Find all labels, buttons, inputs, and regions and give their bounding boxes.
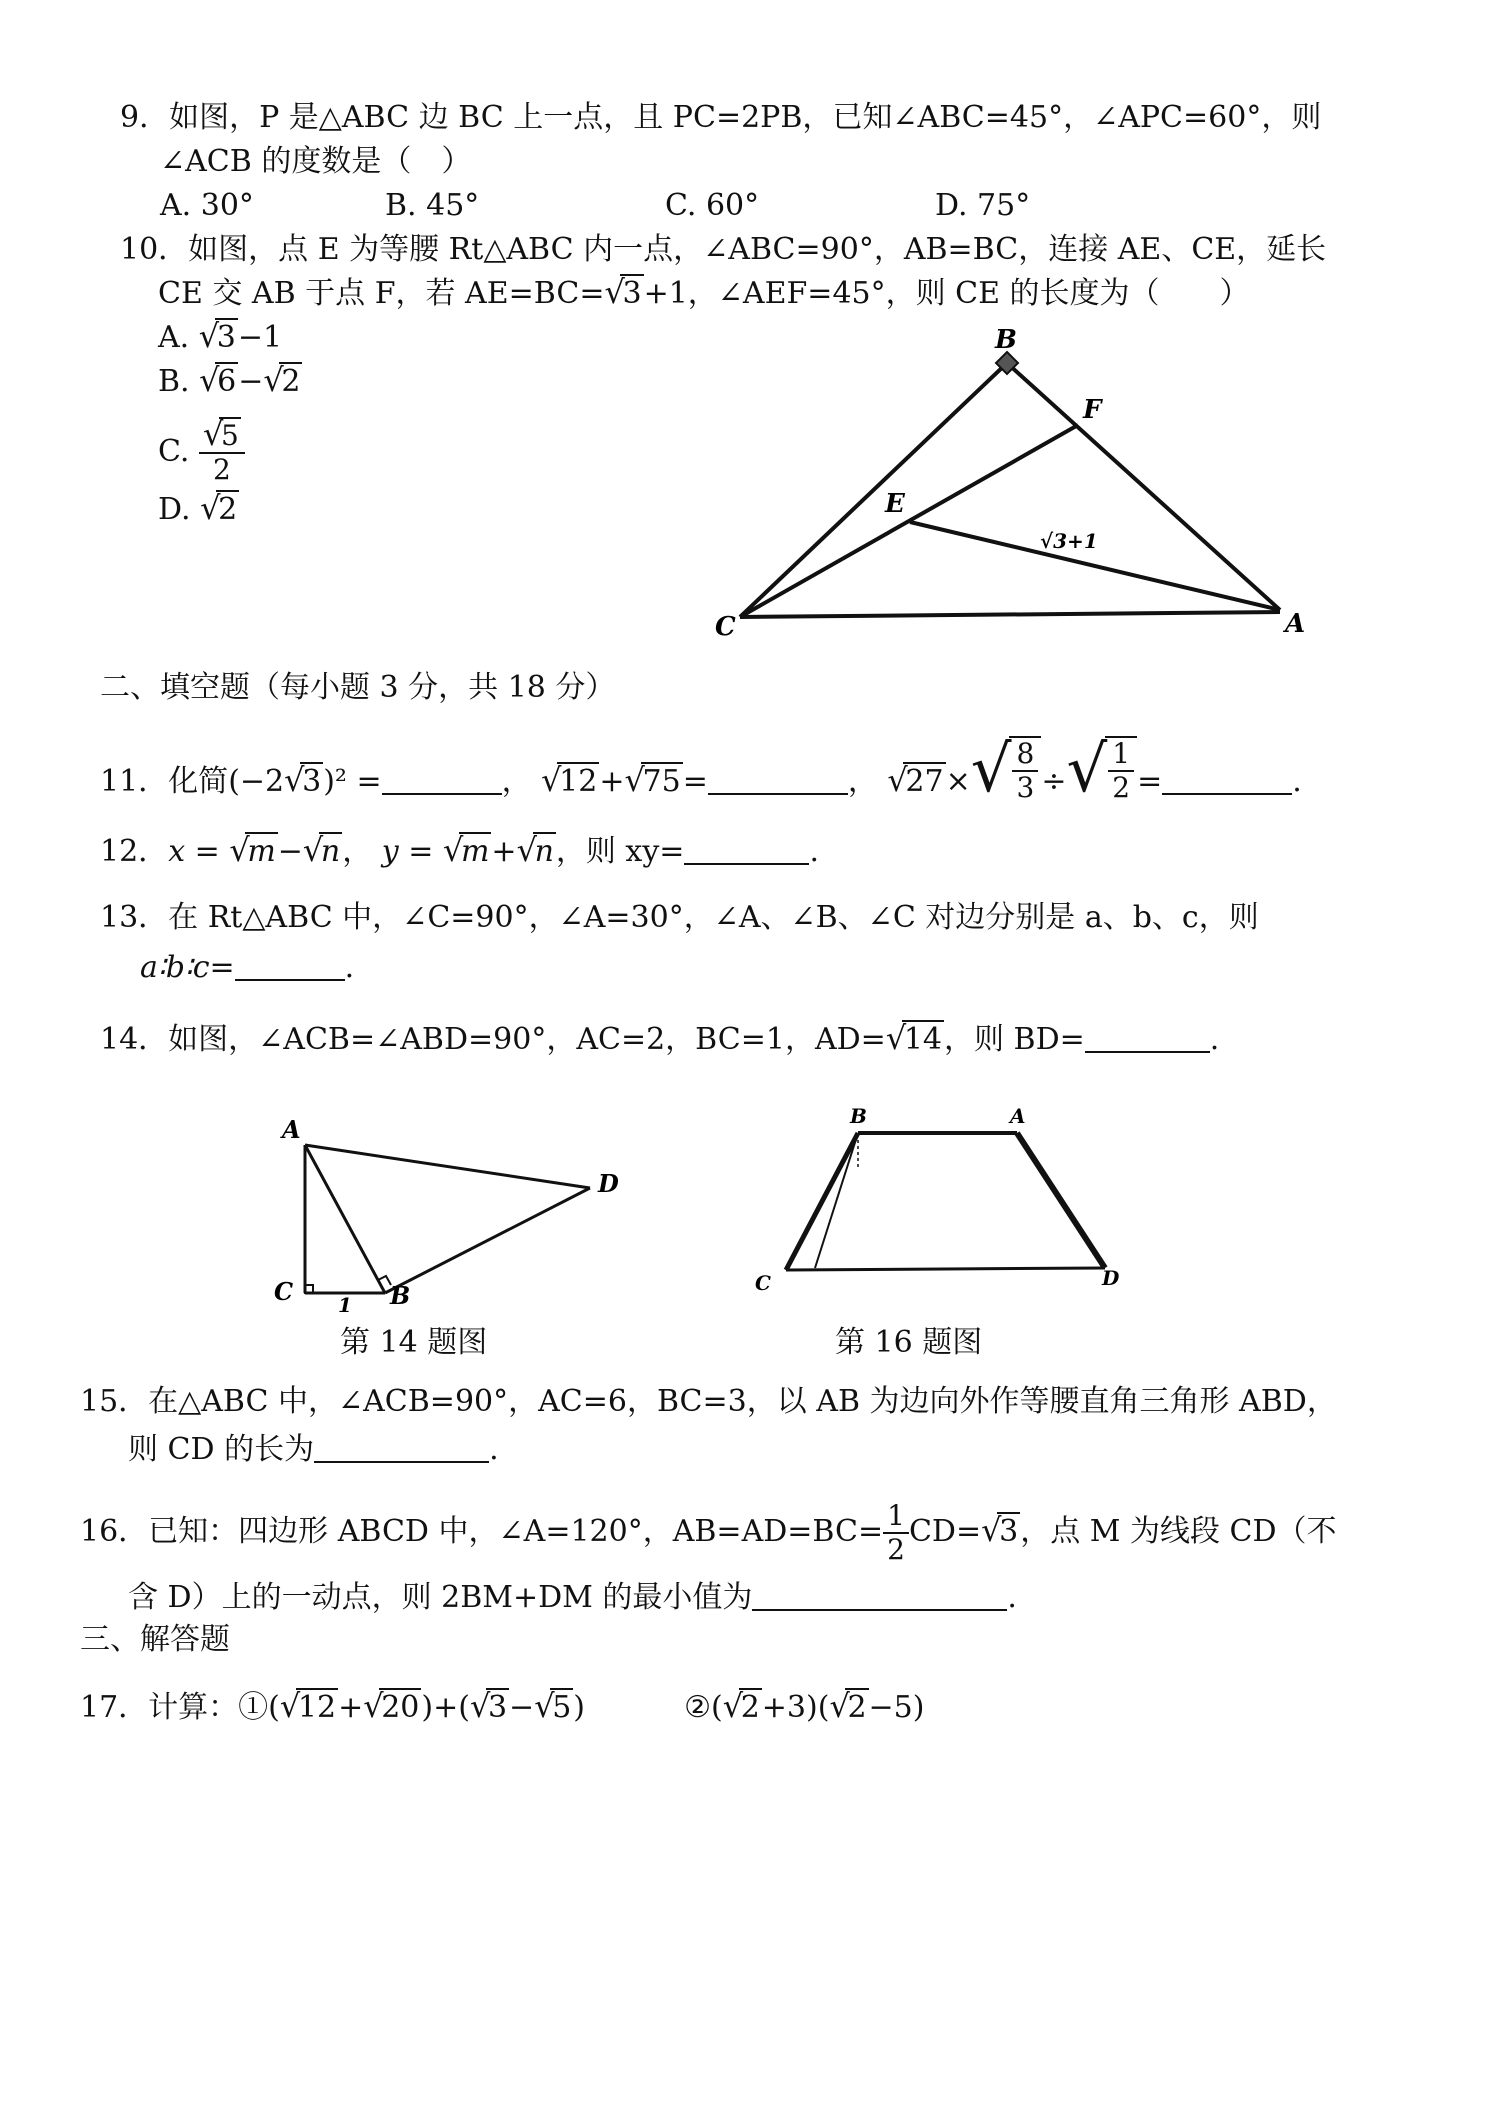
segment-ad	[1017, 1133, 1105, 1268]
label-b: B	[390, 1281, 411, 1310]
q9-option-a: A. 30°	[160, 188, 254, 223]
q10-option-a: A. √ 3−1	[158, 317, 283, 355]
q14-blank[interactable]	[1085, 1021, 1210, 1053]
q12-blank[interactable]	[684, 833, 809, 865]
label-c: C	[715, 612, 736, 642]
q15-blank[interactable]	[314, 1431, 489, 1463]
q10-option-c: C. √ 5 2	[158, 420, 245, 486]
q10-option-b: B. √ 6− √ 2	[158, 361, 301, 399]
segment-ba	[1007, 363, 1280, 610]
q11-blank-1[interactable]	[382, 763, 502, 795]
q14-caption: 第 14 题图	[340, 1325, 488, 1360]
q11: 11．化简(−2 √ 3)² = ， √ 12+ √ 75= ， √ 27× √ $\frac{8}{3}$ ÷ √ $\frac{1}{2}$ = .	[100, 733, 1302, 807]
label-a: A	[282, 1120, 301, 1144]
q12: 12．x = √ m− √ n， y = √ m+ √ n，则 xy= .	[100, 831, 819, 869]
section-2-title: 二、填空题（每小题 3 分，共 18 分）	[100, 670, 616, 705]
q11-blank-3[interactable]	[1162, 763, 1292, 795]
segment-cd	[786, 1268, 1105, 1270]
q13-line2: a∶b∶c= .	[140, 950, 355, 985]
q9-option-c: C. 60°	[665, 188, 760, 223]
q15-line2: 则 CD 的长为 .	[128, 1432, 499, 1467]
segment-ad	[305, 1145, 590, 1188]
q9-line2: ∠ACB 的度数是（ ）	[160, 144, 472, 179]
section-3-title: 三、解答题	[80, 1622, 230, 1657]
q16-line2: 含 D）上的一动点，则 2BM+DM 的最小值为 .	[128, 1580, 1017, 1615]
q17: 17．计算：①( √ 12+ √ 20)+( √ 3− √ 5) ②( √ 2+3)( √ 2−5)	[80, 1687, 925, 1725]
q16-caption: 第 16 题图	[835, 1325, 983, 1360]
segment-ab	[305, 1145, 385, 1293]
q14-figure	[270, 1120, 640, 1320]
segment-bd	[385, 1188, 590, 1293]
label-d: D	[1102, 1266, 1120, 1290]
q9-option-d: D. 75°	[935, 188, 1031, 223]
q10-line1: 10．如图，点 E 为等腰 Rt△ABC 内一点，∠ABC=90°，AB=BC，连接 AE、CE，延长	[120, 232, 1327, 267]
q16-figure	[740, 1100, 1140, 1320]
q9-option-b: B. 45°	[385, 188, 480, 223]
q13-line1: 13．在 Rt△ABC 中，∠C=90°，∠A=30°，∠A、∠B、∠C 对边分别是 a、b、c，则	[100, 900, 1259, 935]
label-d: D	[598, 1169, 619, 1198]
q10-figure	[700, 315, 1330, 645]
label-c: C	[274, 1277, 294, 1306]
q16-blank[interactable]	[752, 1579, 1007, 1611]
q16-line1: 16．已知：四边形 ABCD 中，∠A=120°，AB=AD=BC= $\frac{1}{2}$ CD= √ 3，点 M 为线段 CD（不	[80, 1499, 1337, 1566]
label-one: 1	[338, 1293, 352, 1317]
q13-blank[interactable]	[235, 949, 345, 981]
segment-ca	[740, 612, 1280, 617]
q9-line1: 9．如图，P 是△ABC 边 BC 上一点，且 PC=2PB，已知∠ABC=45°，∠APC=60°，则	[120, 100, 1322, 135]
q10-option-d: D. √ 2	[158, 489, 238, 527]
label-e: E	[885, 489, 905, 519]
label-note: √3+1	[1040, 529, 1098, 553]
segment-bc	[786, 1133, 858, 1270]
q11-blank-2[interactable]	[708, 763, 848, 795]
label-c: C	[755, 1271, 771, 1295]
label-b: B	[850, 1104, 867, 1128]
label-a: A	[1010, 1104, 1026, 1128]
q14: 14．如图，∠ACB=∠ABD=90°，AC=2，BC=1，AD= √ 14，则 BD= .	[100, 1019, 1220, 1057]
q15-line1: 15．在△ABC 中，∠ACB=90°，AC=6，BC=3，以 AB 为边向外作等腰直角三角形 ABD，	[80, 1384, 1337, 1419]
label-a: A	[1285, 609, 1306, 639]
q10-line2: CE 交 AB 于点 F，若 AE=BC= √ 3+1，∠AEF=45°，则 CE 的长度为（ ）	[158, 273, 1250, 311]
label-f: F	[1083, 395, 1102, 425]
label-b: B	[995, 325, 1017, 355]
